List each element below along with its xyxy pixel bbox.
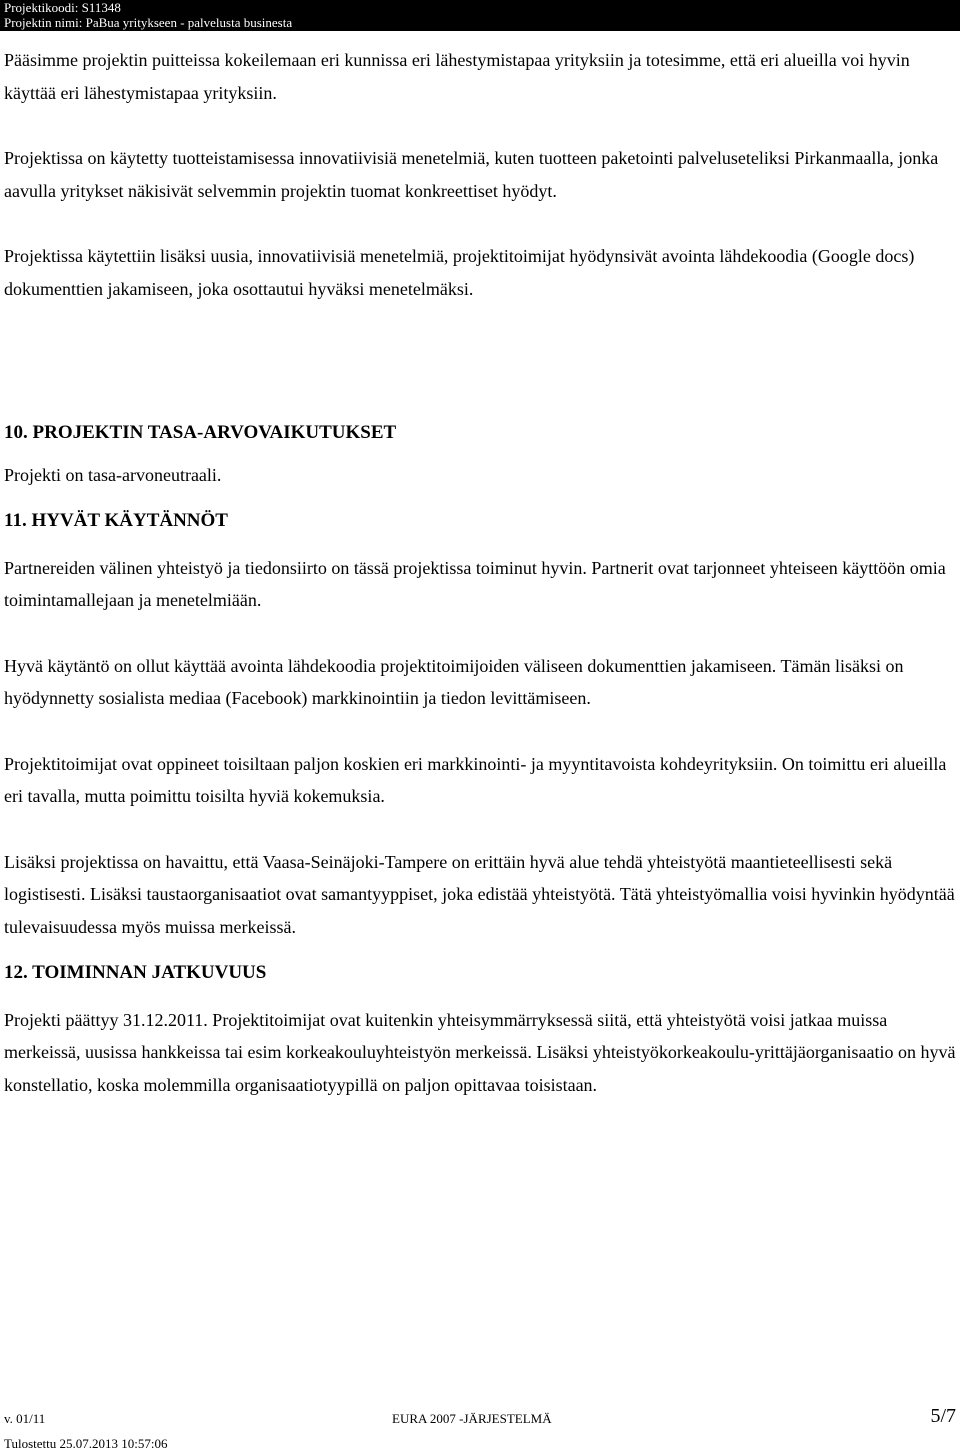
section-12-text: Projekti päättyy 31.12.2011. Projektitoimijat ovat kuitenkin yhteisymmärryksessä siitä, että yhteistyötä voisi jatkaa muissa merkeissä, uusissa hankkeissa tai esim korkeakouluyhteistyön merkeissä. Lisäksi yhteistyökorkeakoulu-yrittäjäorganisaatio on hyvä konstellatio, koska molemmilla organisaatiotyypillä on paljon opittavaa toisistaan. <box>4 1009 956 1095</box>
footer-printed: Tulostettu 25.07.2013 10:57:06 <box>4 1436 168 1451</box>
paragraph: Projektissa on käytetty tuotteistamisessa innovatiivisiä menetelmiä, kuten tuotteen paketointi palveluseteliksi Pirkanmaalla, jonka aavulla yritykset näkisivät selvemmin projektin tuomat konkreettiset hyödyt. <box>4 148 939 201</box>
paragraph: Hyvä käytäntö on ollut käyttää avointa lähdekoodia projektitoimijoiden väliseen dokumenttien jakamiseen. Tämän lisäksi on hyödynnetty sosialista mediaa (Facebook) markkinointiin ja tiedon levittämiseen. <box>4 655 904 708</box>
paragraph: Pääsimme projektin puitteissa kokeilemaan eri kunnissa eri lähestymistapaa yrityksiin ja totesimme, että eri alueilla voi hyvin käyttää eri lähestymistapaa yrityksiin. <box>4 50 910 103</box>
paragraph: Partnereiden välinen yhteistyö ja tiedonsiirto on tässä projektissa toiminut hyvin. Partnerit ovat tarjonneet yhteiseen käyttöön omia toimintamallejaan ja menetelmiään. <box>4 557 946 610</box>
document-body <box>4 44 956 1101</box>
section-11-heading: 11. HYVÄT KÄYTÄNNÖT <box>4 510 228 531</box>
section-10-text: Projekti on tasa-arvoneutraali. <box>4 464 222 485</box>
document-header <box>0 0 960 31</box>
paragraph: Projektissa käytettiin lisäksi uusia, innovatiivisiä menetelmiä, projektitoimijat hyödynsivät avointa lähdekoodia (Google docs) dokumenttien jakamiseen, joka osottautui hyväksi menetelmäksi. <box>4 246 915 299</box>
section-12-heading: 12. TOIMINNAN JATKUVUUS <box>4 962 267 983</box>
section-10-heading: 10. PROJEKTIN TASA-ARVOVAIKUTUKSET <box>4 422 397 443</box>
footer-version: v. 01/11 <box>4 1411 46 1426</box>
paragraph: Projektitoimijat ovat oppineet toisiltaan paljon koskien eri markkinointi- ja myyntitavoista kohdeyrityksiin. On toimittu eri alueilla eri tavalla, mutta poimittu toisilta hyviä kokemuksia. <box>4 753 947 806</box>
project-name: Projektin nimi: PaBua yritykseen - palvelusta businesta <box>4 14 293 30</box>
project-code: Projektikoodi: S11348 <box>4 0 121 15</box>
page-number: 5/7 <box>930 1405 956 1427</box>
footer-system: EURA 2007 -JÄRJESTELMÄ <box>392 1411 552 1426</box>
paragraph: Lisäksi projektissa on havaittu, että Vaasa-Seinäjoki-Tampere on erittäin hyvä alue tehdä yhteistyötä maantieteellisesti sekä logistisesti. Lisäksi taustaorganisaatiot ovat samantyyppiset, joka edistää yhteistyötä. Tätä yhteistyömallia voisi hyvinkin hyödyntää tulevaisuudessa myös muissa merkeissä. <box>4 851 955 937</box>
